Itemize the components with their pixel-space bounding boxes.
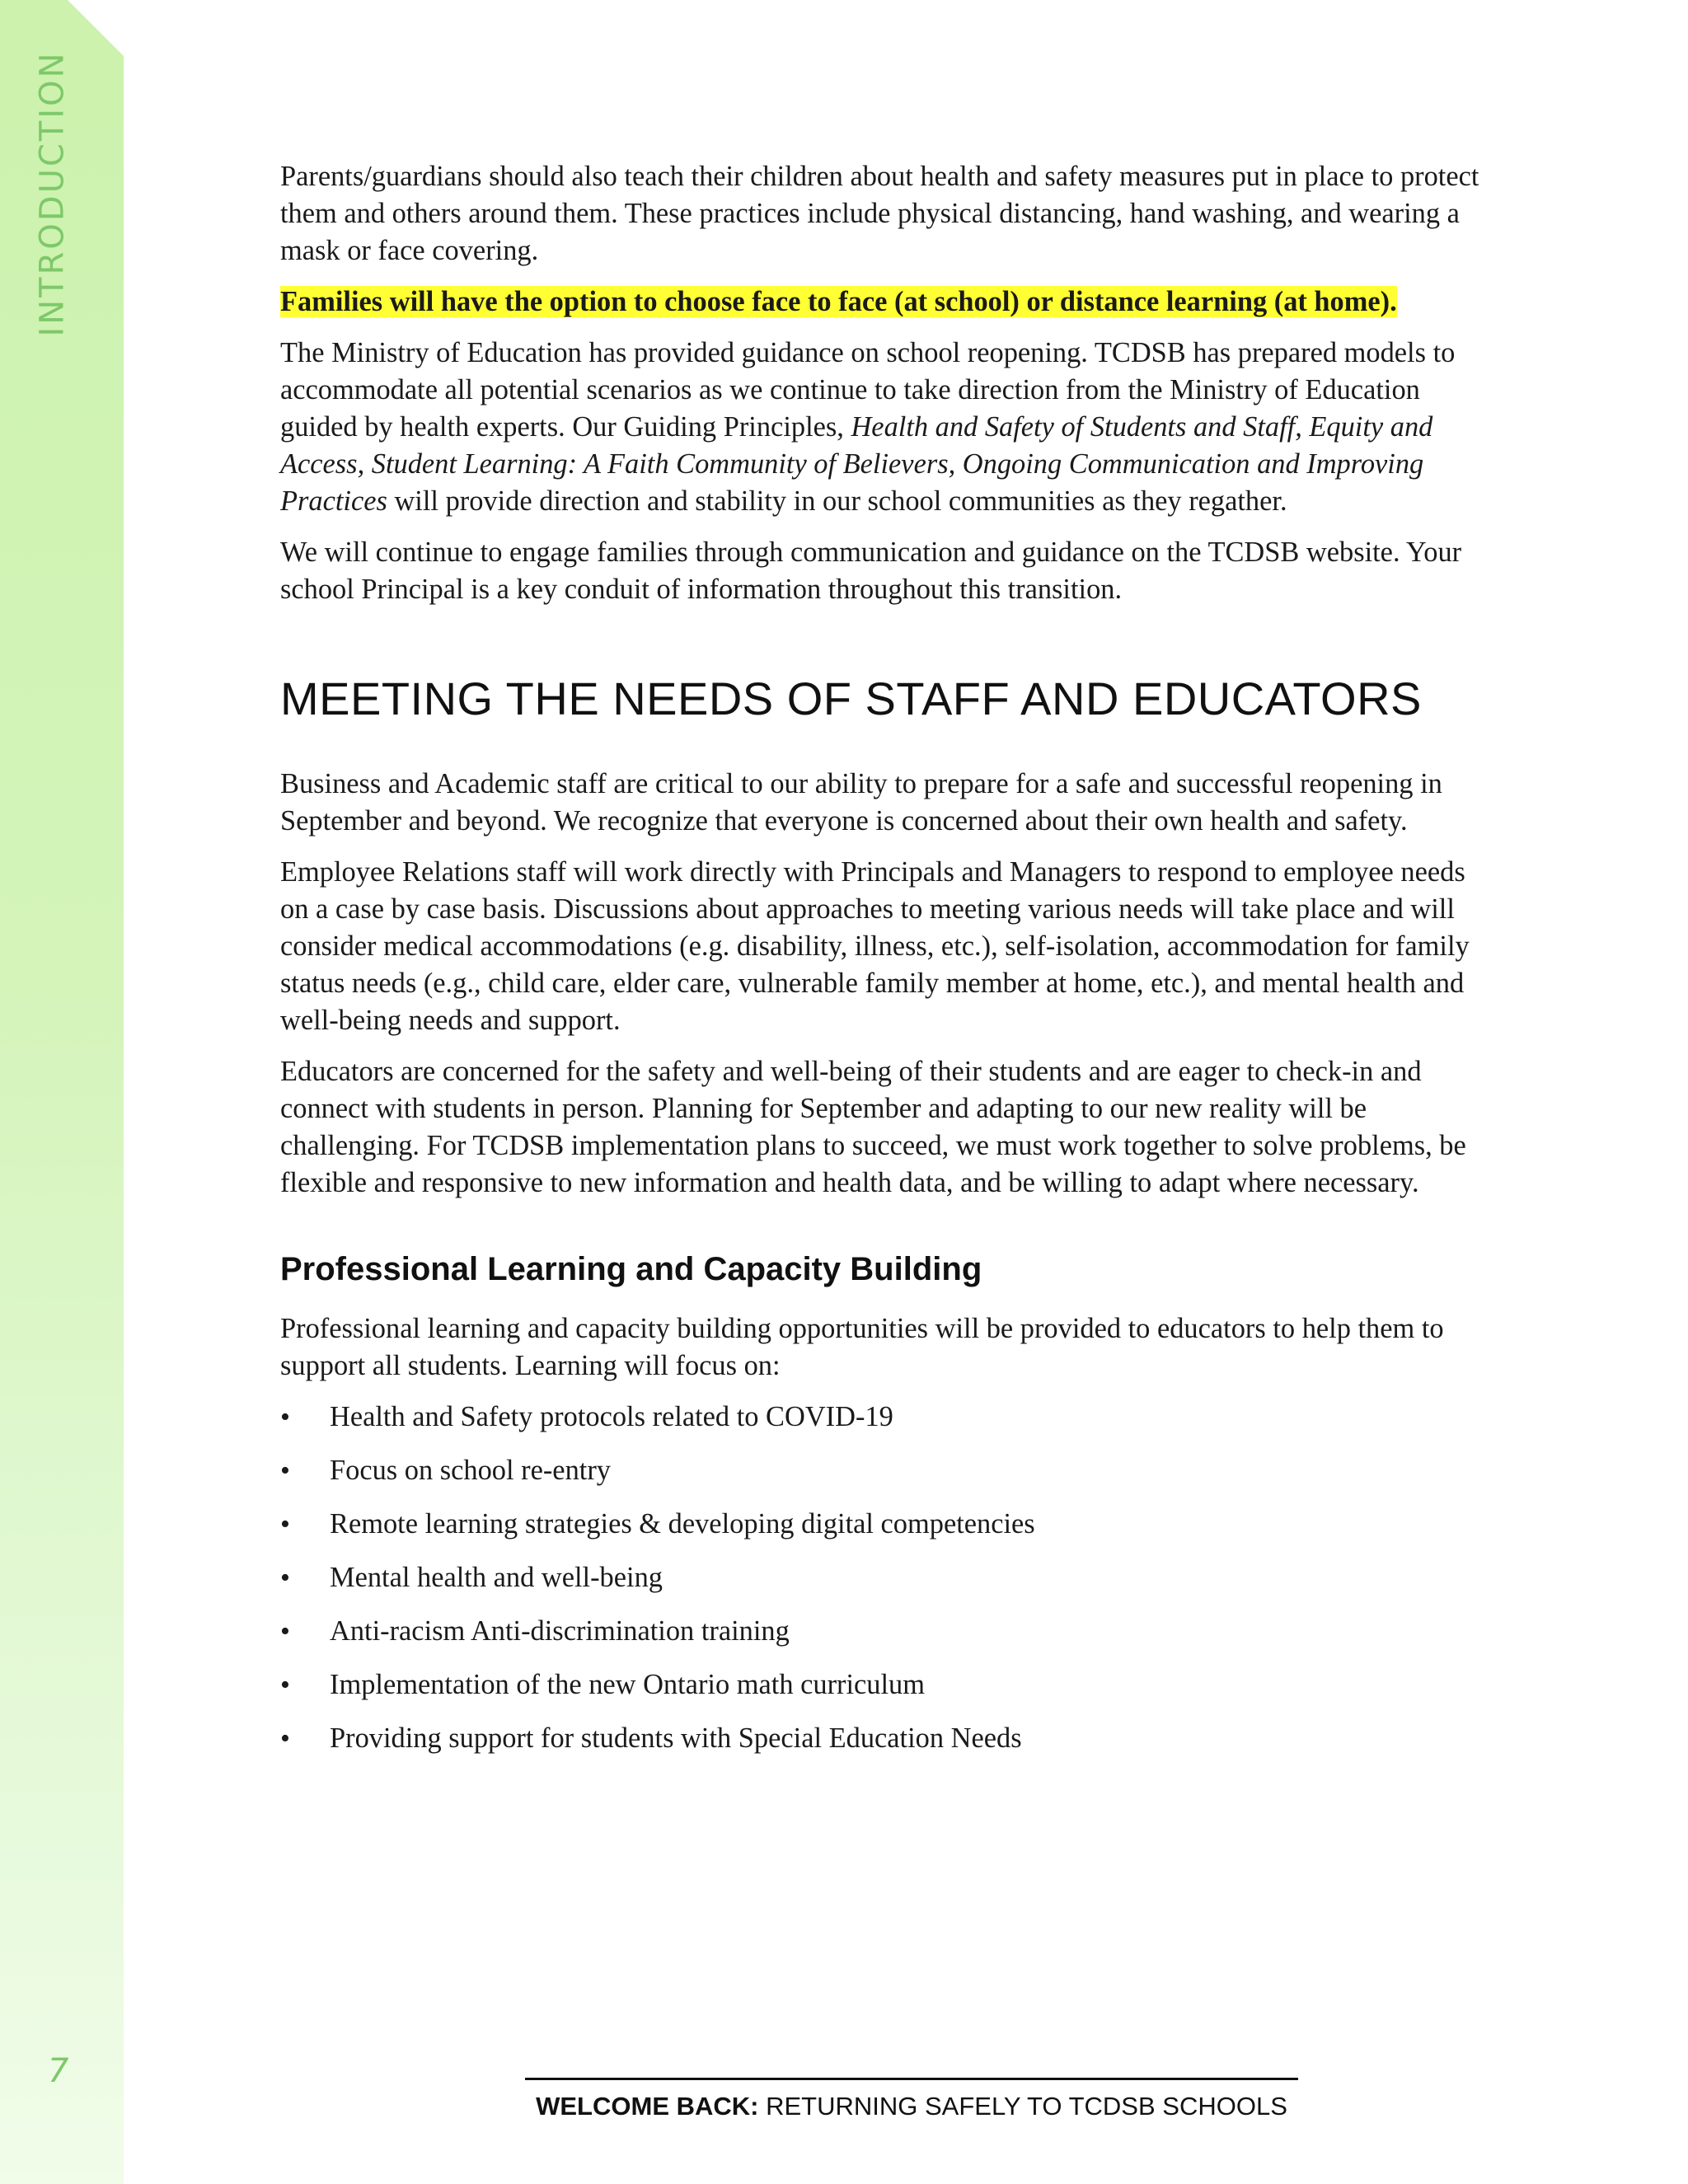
p3-end: will provide direction and stability in our school communities as they regather. (387, 485, 1287, 517)
footer-rest: RETURNING SAFELY TO TCDSB SCHOOLS (758, 2092, 1287, 2121)
list-item: • Remote learning strategies & developing digital competencies (280, 1506, 1492, 1543)
footer-divider (525, 2078, 1298, 2080)
list-item: • Focus on school re-entry (280, 1452, 1492, 1489)
intro-paragraph-1: Parents/guardians should also teach their children about health and safety measures put in place to protect them and others around them. These practices include physical distancing, hand washing, and wearing a mask or face covering. (280, 161, 1479, 266)
highlight-paragraph (280, 284, 1492, 321)
page-number: 7 (48, 2052, 69, 2090)
section-label-text: INTRODUCTION (34, 50, 73, 337)
staff-paragraph-1: Business and Academic staff are critical to our ability to prepare for a safe and successful reopening in September and beyond. We recognize that everyone is concerned about their own health and safety. (280, 768, 1442, 837)
list-item: • Providing support for students with Special Education Needs (280, 1720, 1492, 1757)
list-item: • Health and Safety protocols related to COVID-19 (280, 1399, 1492, 1436)
guiding-principles: Health and Safety of Students and Staff, Equity and Access, Student Learning: A Faith Community of Believers, Ongoing Communication and Improving Practices (280, 411, 1433, 517)
section-heading-staff: MEETING THE NEEDS OF STAFF AND EDUCATORS (280, 673, 1422, 724)
p3-start: The Ministry of Education has provided guidance on school reopening. TCDSB has prepared models to accommodate all potential scenarios as we continue to take direction from the Ministry of Education guided by health experts. Our Guiding Principles, (280, 337, 1456, 443)
page-content (280, 158, 1492, 1774)
footer (525, 2090, 1298, 2123)
list-item: • Mental health and well-being (280, 1559, 1492, 1596)
footer-bold: WELCOME BACK: (536, 2092, 759, 2121)
list-item: • Anti-racism Anti-discrimination training (280, 1613, 1492, 1650)
learning-paragraph: Professional learning and capacity building opportunities will be provided to educators to help them to support all students. Learning will focus on: (280, 1313, 1444, 1381)
highlight-text: Families will have the option to choose face to face (at school) or distance learning (at home). (280, 286, 1397, 317)
intro-paragraph-4: We will continue to engage families through communication and guidance on the TCDSB website. Your school Principal is a key conduit of information throughout this transition. (280, 537, 1462, 605)
subheading-professional-learning: Professional Learning and Capacity Building (280, 1251, 982, 1287)
list-item: • Implementation of the new Ontario math curriculum (280, 1666, 1492, 1704)
staff-paragraph-2: Employee Relations staff will work directly with Principals and Managers to respond to employee needs on a case by case basis. Discussions about approaches to meeting various needs will take place and will consider medical accommodations (e.g. disability, illness, etc.), self-isolation, accommodation for family status needs (e.g., child care, elder care, vulnerable family member at home, etc.), and mental health and well-being needs and support. (280, 856, 1470, 1036)
intro-paragraph-3 (280, 335, 1492, 520)
focus-list (280, 1399, 1492, 1757)
section-label (26, 33, 79, 354)
staff-paragraph-3: Educators are concerned for the safety and well-being of their students and are eager to check-in and connect with students in person. Planning for September and adapting to our new reality will be challenging. For TCDSB implementation plans to succeed, we must work together to solve problems, be flexible and responsive to new information and health data, and be willing to adapt where necessary. (280, 1056, 1466, 1198)
